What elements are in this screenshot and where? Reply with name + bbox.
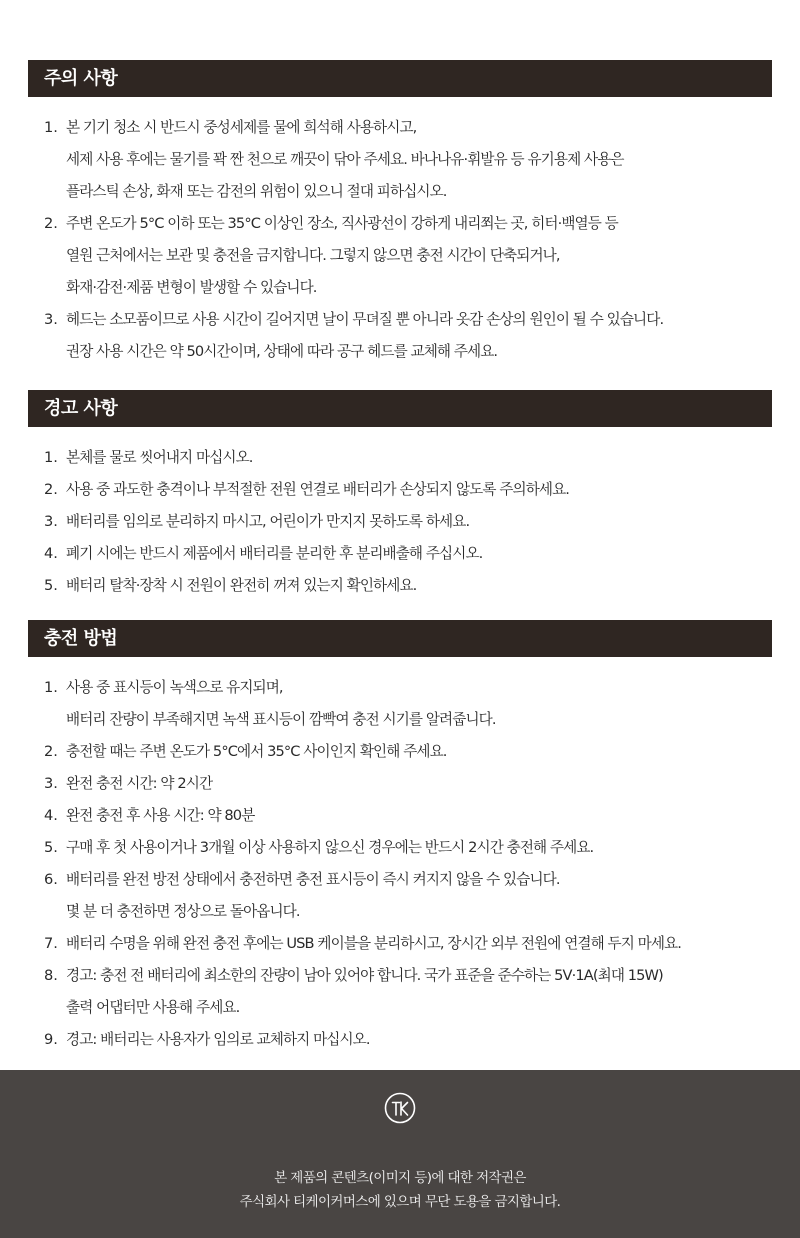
copyright-line-2: 주식회사 티케이커머스에 있으며 무단 도용을 금지합니다. — [239, 1194, 561, 1210]
list-item: 8. 경고: 충전 전 배터리에 최소한의 잔량이 남아 있어야 합니다. 국가 표준을 준수하는 5V·1A(최대 15W) — [44, 967, 663, 984]
list-item: 5. 배터리 탈착·장착 시 전원이 완전히 꺼져 있는지 확인하세요. — [44, 577, 417, 594]
tk-circle-logo-icon — [384, 1092, 416, 1124]
list-item: 3. 헤드는 소모품이므로 사용 시간이 길어지면 날이 무뎌질 뿐 아니라 옷감 손상의 원인이 될 수 있습니다. — [44, 311, 664, 328]
copyright-line-1: 본 제품의 콘텐츠(이미지 등)에 대한 저작권은 — [274, 1170, 526, 1186]
list-item-continuation: 열원 근처에서는 보관 및 충전을 금지합니다. 그렇지 않으면 충전 시간이 단축되거나, — [66, 247, 560, 264]
section-title-charging: 충전 방법 — [28, 620, 772, 657]
list-item: 5. 구매 후 첫 사용이거나 3개월 이상 사용하지 않으신 경우에는 반드시 2시간 충전해 주세요. — [44, 839, 594, 856]
list-item-continuation: 몇 분 더 충전하면 정상으로 돌아옵니다. — [66, 903, 300, 920]
warning-list — [44, 442, 784, 602]
list-item: 9. 경고: 배터리는 사용자가 임의로 교체하지 마십시오. — [44, 1031, 370, 1048]
list-item: 2. 충전할 때는 주변 온도가 5°C에서 35°C 사이인지 확인해 주세요. — [44, 743, 447, 760]
list-item-continuation: 화재·감전·제품 변형이 발생할 수 있습니다. — [66, 279, 317, 296]
section-title-warning: 경고 사항 — [28, 390, 772, 427]
caution-list — [44, 112, 784, 368]
list-item: 3. 완전 충전 시간: 약 2시간 — [44, 775, 213, 792]
list-item-continuation: 출력 어댑터만 사용해 주세요. — [66, 999, 240, 1016]
list-item-continuation: 플라스틱 손상, 화재 또는 감전의 위험이 있으니 절대 피하십시오. — [66, 183, 447, 200]
list-item: 1. 본 기기 청소 시 반드시 중성세제를 물에 희석해 사용하시고, — [44, 119, 417, 136]
list-item: 2. 사용 중 과도한 충격이나 부적절한 전원 연결로 배터리가 손상되지 않도록 주의하세요. — [44, 481, 570, 498]
list-item-continuation: 권장 사용 시간은 약 50시간이며, 상태에 따라 공구 헤드를 교체해 주세요. — [66, 343, 498, 360]
list-item: 4. 폐기 시에는 반드시 제품에서 배터리를 분리한 후 분리배출해 주십시오. — [44, 545, 483, 562]
list-item-continuation: 세제 사용 후에는 물기를 꽉 짠 천으로 깨끗이 닦아 주세요. 바나나유·휘발유 등 유기용제 사용은 — [66, 151, 624, 168]
charging-list — [44, 672, 784, 1056]
section-title-caution: 주의 사항 — [28, 60, 772, 97]
copyright-footer — [0, 1070, 800, 1238]
list-item: 1. 사용 중 표시등이 녹색으로 유지되며, — [44, 679, 283, 696]
list-item: 2. 주변 온도가 5°C 이하 또는 35°C 이상인 장소, 직사광선이 강하게 내리쬐는 곳, 히터·백열등 등 — [44, 215, 618, 232]
list-item: 6. 배터리를 완전 방전 상태에서 충전하면 충전 표시등이 즉시 켜지지 않을 수 있습니다. — [44, 871, 560, 888]
list-item: 3. 배터리를 임의로 분리하지 마시고, 어린이가 만지지 못하도록 하세요. — [44, 513, 470, 530]
list-item-continuation: 배터리 잔량이 부족해지면 녹색 표시등이 깜빡여 충전 시기를 알려줍니다. — [66, 711, 496, 728]
list-item: 1. 본체를 물로 씻어내지 마십시오. — [44, 449, 253, 466]
list-item: 7. 배터리 수명을 위해 완전 충전 후에는 USB 케이블을 분리하시고, 장시간 외부 전원에 연결해 두지 마세요. — [44, 935, 681, 952]
list-item: 4. 완전 충전 후 사용 시간: 약 80분 — [44, 807, 255, 824]
